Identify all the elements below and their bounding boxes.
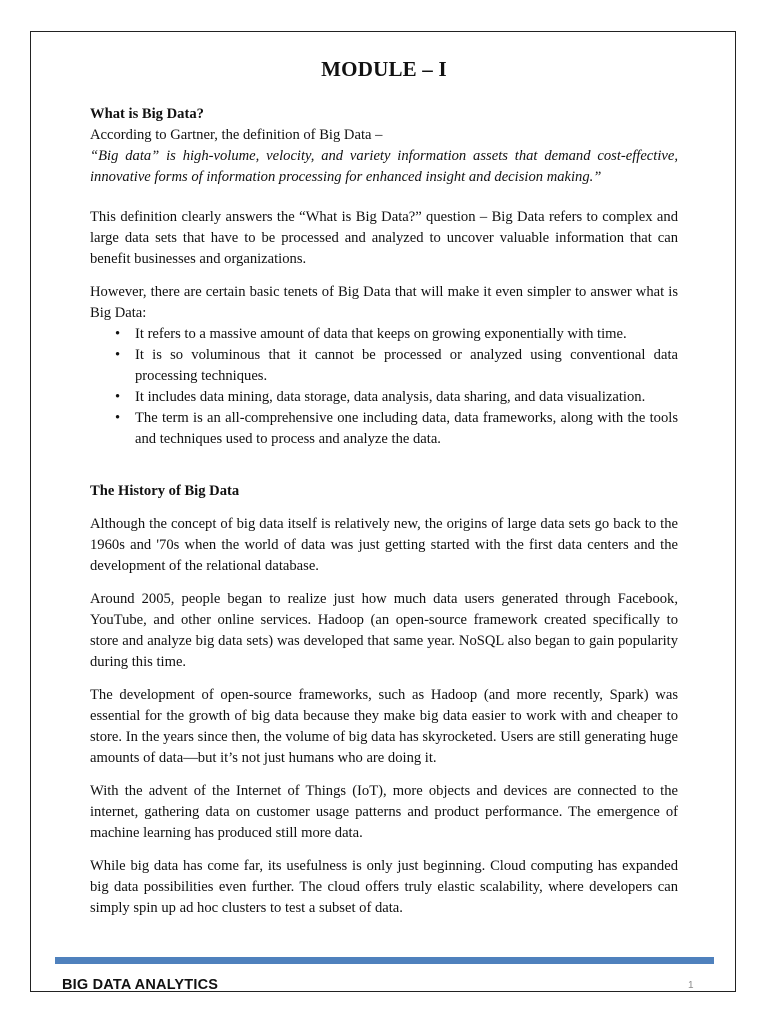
page-number: 1 [688, 980, 694, 991]
history-paragraph: Although the concept of big data itself is relatively new, the origins of large data sets go back to the 1960s and '70s when the world of data was just getting started with the first data centers and the development of the relational database. [90, 516, 678, 574]
history-paragraph: Around 2005, people began to realize just how much data users generated through Facebook, YouTube, and other online services. Hadoop (an open-source framework created specifically to store and analyze big data sets) was developed that same year. NoSQL also began to gain popularity during this time. [90, 591, 678, 670]
tenets-list [90, 324, 678, 450]
list-item: • It includes data mining, data storage, data analysis, data sharing, and data visualization. [135, 387, 678, 408]
section-heading-what-is: What is Big Data? [90, 106, 204, 122]
section-heading-history: The History of Big Data [90, 483, 240, 499]
gartner-quote: “Big data” is high-volume, velocity, and variety information assets that demand cost-effective, innovative forms of information processing for enhanced insight and decision making.” [90, 148, 678, 185]
list-item: • The term is an all-comprehensive one including data, data frameworks, along with the tools and techniques used to process and analyze the data. [135, 408, 678, 450]
definition-paragraph: This definition clearly answers the “What is Big Data?” question – Big Data refers to complex and large data sets that have to be processed and analyzed to uncover valuable information that can benefit businesses and organizations. [90, 209, 678, 267]
list-item: • It refers to a massive amount of data that keeps on growing exponentially with time. [135, 324, 678, 345]
module-title: MODULE – I [321, 57, 447, 81]
tenets-intro: However, there are certain basic tenets of Big Data that will make it even simpler to answer what is Big Data: [90, 284, 678, 321]
history-paragraph: While big data has come far, its usefulness is only just beginning. Cloud computing has expanded big data possibilities even further. The cloud offers truly elastic scalability, where developers can simply spin up ad hoc clusters to test a subset of data. [90, 858, 678, 916]
history-paragraph: With the advent of the Internet of Things (IoT), more objects and devices are connected to the internet, gathering data on customer usage patterns and product performance. The emergence of machine learning has produced still more data. [90, 783, 678, 841]
list-item: • It is so voluminous that it cannot be processed or analyzed using conventional data processing techniques. [135, 345, 678, 387]
gartner-intro: According to Gartner, the definition of Big Data – [90, 127, 383, 143]
footer-divider [55, 957, 714, 964]
document-body [90, 56, 678, 931]
section-what-is-big-data [90, 104, 678, 450]
section-history [90, 481, 678, 919]
history-paragraph: The development of open-source frameworks, such as Hadoop (and more recently, Spark) was essential for the growth of big data because they make big data easier to work with and cheaper to store. In the years since then, the volume of big data has skyrocketed. Users are still generating huge amounts of data—but it’s not just humans who are doing it. [90, 687, 678, 766]
footer-title: BIG DATA ANALYTICS [62, 977, 219, 993]
